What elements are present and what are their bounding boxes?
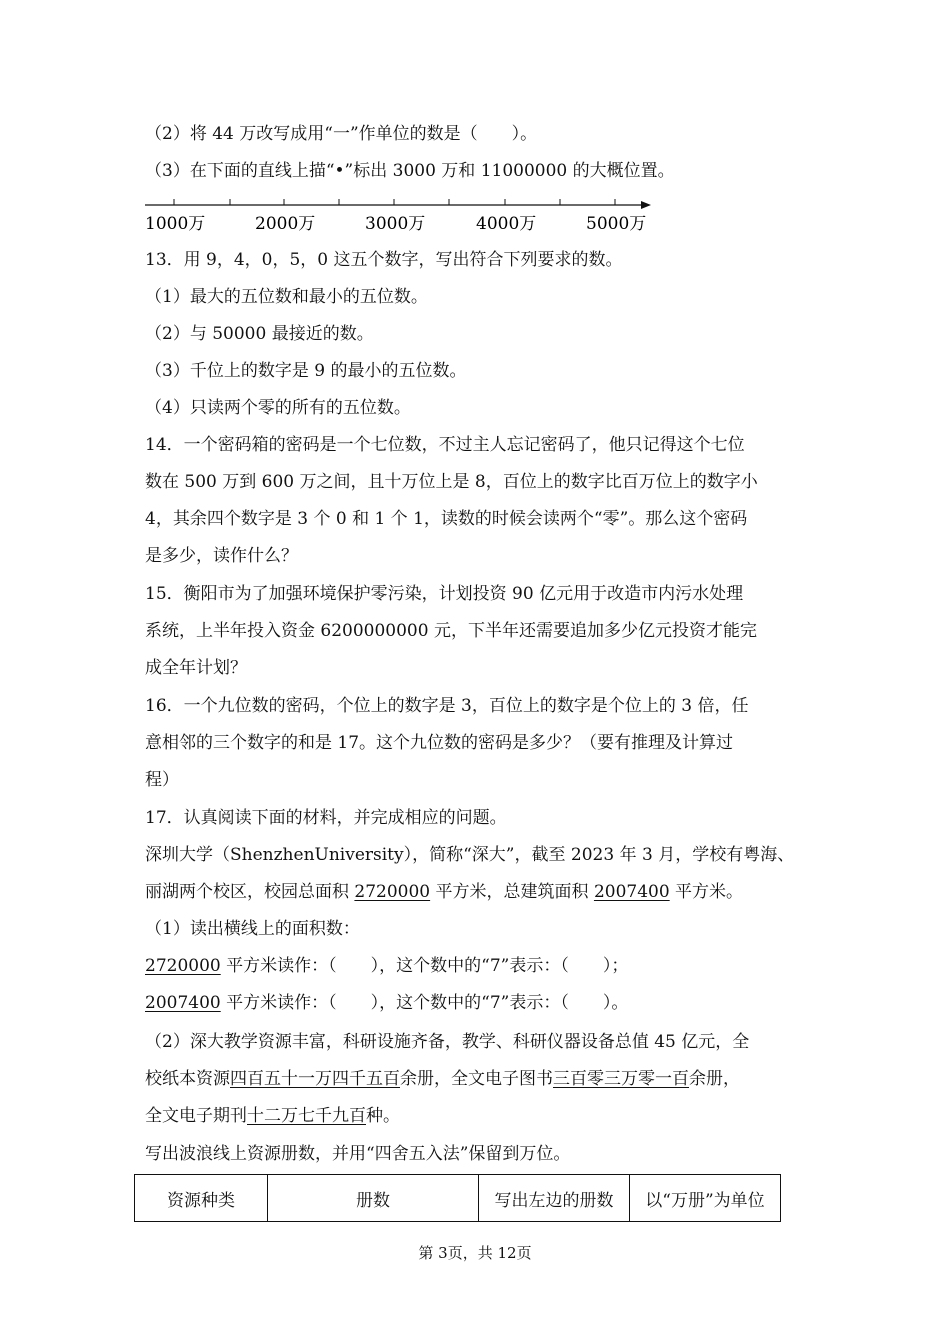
q17-material-line1: 深圳大学（ShenzhenUniversity），简称“深大”，截至 2023 年 3 月，学校有粤海、 (145, 845, 795, 865)
table-header-digits: 写出左边的册数 (479, 1175, 630, 1222)
q14-line2: 数在 500 万到 600 万之间，且十万位上是 8，百位上的数字比百万位上的数字小 (145, 472, 758, 492)
e-journals: 十二万七千九百 (247, 1106, 366, 1126)
campus-area: 2720000 (354, 882, 431, 902)
q15-line1: 15．衡阳市为了加强环境保护零污染，计划投资 90 亿元用于改造市内污水处理 (145, 584, 744, 604)
q17-read-row1: 2720000 平方米读作：（ ），这个数中的“7”表示：（ ）； (145, 956, 629, 976)
table-header-type: 资源种类 (135, 1175, 268, 1222)
q17-read-row2: 2007400 平方米读作：（ ），这个数中的“7”表示：（ ）。 (145, 993, 629, 1013)
e-books: 三百零三万零一百 (553, 1069, 689, 1089)
q17-material-line2: 丽湖两个校区，校园总面积 2720000 平方米，总建筑面积 2007400 平方米。 (145, 882, 744, 902)
q14-line3: 4，其余四个数字是 3 个 0 和 1 个 1，读数的时候会读两个“零”。那么这个密码 (145, 509, 748, 529)
q13-part2: （2）与 50000 最接近的数。 (145, 324, 374, 344)
q17-part1: （1）读出横线上的面积数： (145, 919, 360, 939)
paper-books: 四百五十一万四千五百 (230, 1069, 400, 1089)
q17-stem: 17．认真阅读下面的材料，并完成相应的问题。 (145, 808, 507, 828)
q17-part2-line1: （2）深大教学资源丰富，科研设施齐备，教学、科研仪器设备总值 45 亿元，全 (145, 1032, 750, 1052)
q16-line2: 意相邻的三个数字的和是 17。这个九位数的密码是多少？（要有推理及计算过 (145, 733, 734, 753)
q13-part1: （1）最大的五位数和最小的五位数。 (145, 287, 428, 307)
resource-table (134, 1174, 781, 1222)
q17-part2-line3: 全文电子期刊十二万七千九百种。 (145, 1106, 400, 1126)
tick-label-3000: 3000万 (365, 214, 426, 234)
q12-part2: （2）将 44 万改写成用“一”作单位的数是（ ）。 (145, 124, 538, 144)
q15-line2: 系统，上半年投入资金 6200000000 元，下半年还需要追加多少亿元投资才能完 (145, 621, 757, 641)
q14-line4: 是多少，读作什么？ (145, 546, 298, 566)
q16-line1: 16．一个九位数的密码，个位上的数字是 3，百位上的数字是个位上的 3 倍，任 (145, 696, 749, 716)
tick-label-2000: 2000万 (255, 214, 316, 234)
q14-line1: 14．一个密码箱的密码是一个七位数，不过主人忘记密码了，他只记得这个七位 (145, 435, 745, 455)
tick-label-5000: 5000万 (586, 214, 647, 234)
q16-line3: 程） (145, 770, 179, 790)
tick-label-4000: 4000万 (476, 214, 537, 234)
q12-part3: （3）在下面的直线上描“•”标出 3000 万和 11000000 的大概位置。 (145, 161, 675, 181)
q13-part4: （4）只读两个零的所有的五位数。 (145, 398, 411, 418)
number-line (145, 192, 665, 236)
table-header-row (135, 1175, 781, 1222)
building-area: 2007400 (593, 882, 670, 902)
tick-label-1000: 1000万 (145, 214, 206, 234)
q13-stem: 13．用 9，4，0，5，0 这五个数字，写出符合下列要求的数。 (145, 250, 623, 270)
table-header-count: 册数 (268, 1175, 479, 1222)
page-footer: 第 3页，共 12页 (418, 1244, 532, 1262)
q17-instruction: 写出波浪线上资源册数，并用“四舍五入法”保留到万位。 (145, 1144, 571, 1164)
q15-line3: 成全年计划？ (145, 658, 247, 678)
number-line-arrow (641, 201, 651, 209)
q13-part3: （3）千位上的数字是 9 的最小的五位数。 (145, 361, 467, 381)
table-header-wan: 以“万册”为单位 (630, 1175, 781, 1222)
q17-part2-line2: 校纸本资源四百五十一万四千五百余册，全文电子图书三百零三万零一百余册， (145, 1069, 740, 1089)
